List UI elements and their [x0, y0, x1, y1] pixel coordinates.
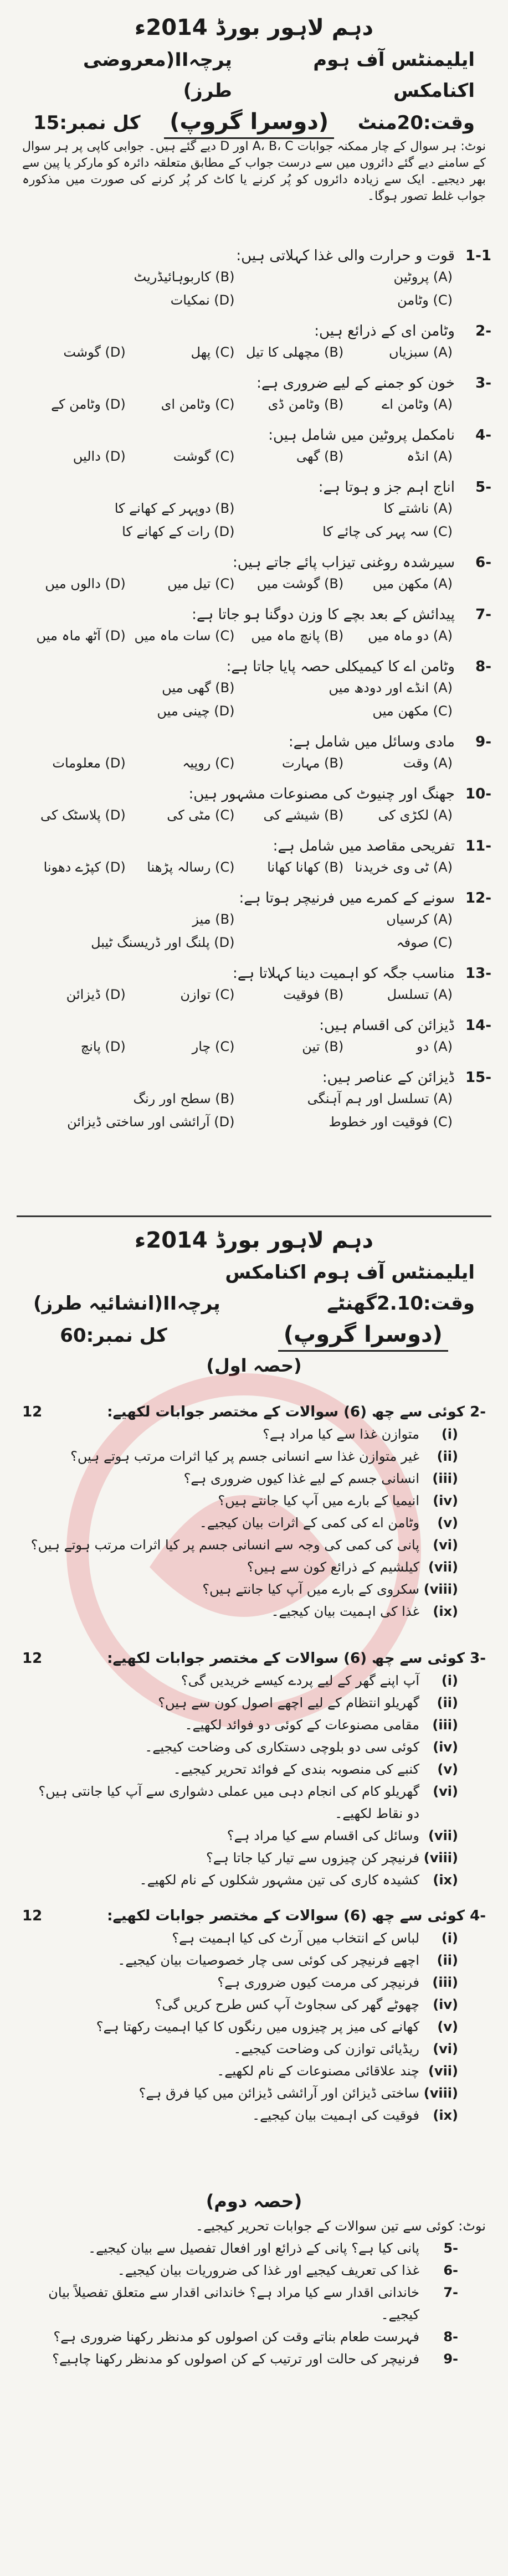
q4-item-number: (viii) — [423, 2085, 458, 2101]
long-question-number: -6 — [443, 2263, 458, 2278]
mcq-option: (D) ڈیزائن — [66, 987, 126, 1002]
mcq-list — [17, 246, 491, 1143]
q4-items — [22, 1927, 486, 2126]
q2-marks: 12 — [22, 1404, 43, 1420]
mcq-question — [17, 374, 491, 416]
mcq-option: (C) مکھن میں — [372, 703, 453, 719]
q4-item-number: (vi) — [433, 2041, 458, 2057]
q2-title: کوئی سے چھ (6) سوالات کے مختصر جوابات لکھیے: — [107, 1404, 465, 1420]
mcq-option: (C) روپیہ — [182, 755, 235, 771]
q3-item-text: مقامی مصنوعات کے کوئی دو فوائد لکھیے۔ — [184, 1717, 419, 1733]
paper1-subject: ایلیمنٹس آف ہوم اکنامکس — [313, 49, 475, 102]
mcq-option: (B) کھانا کھانا — [267, 859, 344, 875]
q4-item-text: فرنیچر کی مرمت کیوں ضروری ہے؟ — [217, 1975, 419, 1990]
q3-item — [22, 1869, 486, 1891]
mcq-question — [17, 426, 491, 468]
paper2-board: دہم لاہور بورڈ 2014ء — [134, 1228, 374, 1253]
q3-items — [22, 1670, 486, 1891]
mcq-question — [17, 657, 491, 723]
q4-item — [22, 1971, 486, 1993]
mcq-option: (A) مکھن میں — [372, 576, 453, 591]
q3-item-number: (vi) — [433, 1784, 458, 1799]
q3-item-text: فرنیچر کن چیزوں سے تیار کیا جاتا ہے؟ — [206, 1850, 419, 1866]
paper2-subject: ایلیمنٹس آف ہوم اکنامکس — [225, 1261, 475, 1284]
mcq-option: (C) سات ماہ میں — [134, 628, 235, 643]
q2-item-text: وٹامن اے کی کمی کے اثرات بیان کیجیے۔ — [199, 1515, 419, 1531]
part2-title: (حصہ دوم) — [206, 2191, 302, 2212]
q2-number: -2 — [470, 1404, 486, 1420]
q4-item — [22, 2016, 486, 2038]
q2-item — [22, 1512, 486, 1534]
q2-item-text: غذا کی اہمیت بیان کیجیے۔ — [271, 1604, 419, 1619]
mcq-option: (C) چار — [192, 1039, 235, 1054]
q4-item-text: اچھے فرنیچر کی کوئی سی چار خصوصیات بیان کیجیے۔ — [117, 1952, 419, 1968]
mcq-text: مادی وسائل میں شامل ہے: — [288, 734, 455, 750]
part1-title: (حصہ اول) — [206, 1355, 302, 1376]
mcq-text: وٹامن ای کے ذرائع ہیں: — [314, 323, 455, 339]
q3-title: کوئی سے چھ (6) سوالات کے مختصر جوابات لکھیے: — [107, 1650, 465, 1667]
paper2-time: وقت:2.10گھنٹے — [327, 1292, 475, 1315]
paper1-note: نوٹ: ہر سوال کے چار ممکنہ جوابات A، B، C اور D دیے گئے ہیں۔ جوابی کاپی پر ہر سوال کے سامنے دیے گئے دائروں میں سے درست جواب کے مطابق متعلقہ دائرہ کو مارکر یا پین سے بھر دیجیے۔ ایک سے زیادہ دائروں کو پُر کرنے یا کاٹ کر پُر کرنے کی صورت میں مذکورہ جواب غلط تصور ہوگا۔ — [22, 140, 486, 203]
mcq-option: (B) مہارت — [282, 755, 344, 771]
mcq-option: (A) انڈے اور دودھ میں — [329, 680, 453, 695]
mcq-option: (C) فوقیت اور خطوط — [329, 1114, 453, 1130]
q3-item — [22, 1780, 486, 1825]
long-question — [22, 2237, 486, 2259]
mcq-option: (D) نمکیات — [170, 292, 235, 308]
q4-item — [22, 2038, 486, 2060]
mcq-text: قوت و حرارت والی غذا کہلاتی ہیں: — [236, 248, 455, 264]
q3-item-number: (ii) — [437, 1695, 458, 1711]
mcq-option: (D) آرائشی اور ساختی ڈیزائن — [67, 1114, 235, 1130]
paper2-total-marks: کل نمبر:60 — [60, 1324, 167, 1347]
mcq-option: (C) توازن — [180, 987, 235, 1002]
mcq-option: (B) گوشت میں — [256, 576, 344, 591]
q3-item-number: (iv) — [433, 1739, 458, 1755]
q4-item — [22, 1927, 486, 1949]
mcq-option: (A) کرسیاں — [386, 911, 453, 927]
mcq-question — [17, 733, 491, 775]
part2-note: نوٹ: کوئی سے تین سوالات کے جوابات تحریر کیجیے۔ — [196, 2218, 486, 2234]
q3-item — [22, 1758, 486, 1780]
mcq-option: (A) وٹامن اے — [382, 396, 453, 412]
mcq-option: (C) صوفہ — [396, 935, 453, 950]
mcq-option: (B) وٹامن ڈی — [268, 396, 344, 412]
q2-item-number: (ii) — [437, 1449, 458, 1464]
mcq-question — [17, 1016, 491, 1058]
mcq-option: (A) انڈہ — [407, 449, 453, 464]
q3-item-text: کنبے کی منصوبہ بندی کے فوائد تحریر کیجیے۔ — [173, 1761, 419, 1777]
mcq-number: -2 — [475, 323, 491, 339]
mcq-number: -3 — [475, 375, 491, 391]
mcq-option: (A) ناشتے کا — [383, 501, 453, 516]
mcq-text: پیدائش کے بعد بچے کا وزن دوگنا ہو جاتا ہے: — [192, 606, 455, 623]
q2-item-text: کیلشیم کے ذرائع کون سے ہیں؟ — [247, 1559, 419, 1575]
paper2-group: (دوسرا گروپ) — [278, 1319, 448, 1352]
q2-item-number: (v) — [437, 1515, 458, 1531]
mcq-option: (C) پھل — [191, 344, 235, 360]
mcq-option: (A) دو ماہ میں — [368, 628, 453, 643]
q4-item — [22, 2082, 486, 2104]
q3-item-number: (vii) — [428, 1828, 458, 1843]
q4-item-number: (v) — [437, 2019, 458, 2034]
mcq-text: تفریحی مقاصد میں شامل ہے: — [273, 838, 455, 854]
q2-item-number: (vi) — [433, 1537, 458, 1553]
long-question-number: -9 — [443, 2351, 458, 2367]
q4-number: -4 — [470, 1908, 486, 1924]
q4-item-text: ریڈیائی توازن کی وضاحت کیجیے۔ — [233, 2041, 419, 2057]
mcq-text: اناج اہم جز و ہوتا ہے: — [318, 479, 455, 496]
long-question-text: غذا کی تعریف کیجیے اور غذا کی ضروریات بیان کیجیے۔ — [117, 2263, 419, 2278]
paper1-group: (دوسرا گروپ) — [164, 106, 334, 139]
mcq-option: (D) کپڑے دھونا — [43, 859, 126, 875]
paper2-header — [33, 1224, 475, 1379]
q3-item-number: (iii) — [432, 1717, 458, 1733]
mcq-question — [17, 605, 491, 647]
mcq-option: (A) وقت — [403, 755, 453, 771]
q2-item-number: (iv) — [433, 1493, 458, 1508]
mcq-option: (B) تین — [302, 1039, 344, 1054]
q2-item-number: (vii) — [428, 1559, 458, 1575]
mcq-number: -7 — [475, 606, 491, 623]
mcq-option: (A) دو — [416, 1039, 453, 1054]
mcq-number: -5 — [475, 479, 491, 496]
part-2 — [22, 2187, 486, 2370]
mcq-number: -13 — [465, 965, 491, 982]
q2-item — [22, 1445, 486, 1467]
q4-item-text: چھوٹے گھر کی سجاوٹ آپ کس طرح کریں گی؟ — [155, 1997, 419, 2012]
mcq-text: ڈیزائن کی اقسام ہیں: — [319, 1017, 455, 1034]
mcq-option: (B) گھی میں — [162, 680, 235, 695]
q3-item — [22, 1670, 486, 1692]
q4-item-text: چند علاقائی مصنوعات کے نام لکھیے۔ — [217, 2063, 419, 2079]
q4-marks: 12 — [22, 1908, 43, 1924]
paper1-total-marks: کل نمبر:15 — [33, 111, 141, 134]
q4-item — [22, 1949, 486, 1971]
q2-item — [22, 1556, 486, 1578]
q4-item — [22, 2104, 486, 2126]
mcq-number: -14 — [465, 1017, 491, 1034]
mcq-text: وٹامن اے کا کیمیکلی حصہ پایا جاتا ہے: — [226, 658, 455, 675]
q3-item-number: (ix) — [433, 1872, 458, 1888]
q4-item-number: (vii) — [428, 2063, 458, 2079]
long-question-text: خاندانی اقدار سے کیا مراد ہے؟ خاندانی اقدار سے متعلق تفصیلاً بیان کیجیے۔ — [48, 2285, 419, 2322]
q4-item — [22, 1993, 486, 2016]
mcq-option: (D) پلاسٹک کی — [40, 807, 126, 823]
long-question — [22, 2348, 486, 2370]
q4-item-text: ساختی ڈیزائن اور آرائشی ڈیزائن میں کیا فرق ہے؟ — [138, 2085, 419, 2101]
q3-number: -3 — [470, 1650, 486, 1667]
mcq-option: (A) پروٹین — [393, 269, 453, 285]
q3-item — [22, 1736, 486, 1758]
mcq-option: (B) سطح اور رنگ — [133, 1091, 235, 1106]
mcq-option: (C) رسالہ پڑھنا — [147, 859, 235, 875]
q2-item-number: (iii) — [432, 1471, 458, 1486]
q3-item-text: کوئی سی دو بلوچی دستکاری کی وضاحت کیجیے۔ — [145, 1739, 419, 1755]
q3-item-number: (viii) — [423, 1850, 458, 1866]
mcq-question — [17, 322, 491, 364]
mcq-option: (C) گوشت — [173, 449, 235, 464]
mcq-option: (B) مچھلی کا تیل — [245, 344, 344, 360]
mcq-option: (B) شیشے کی — [263, 807, 344, 823]
mcq-text: نامکمل پروٹین میں شامل ہیں: — [268, 427, 455, 444]
mcq-text: سونے کے کمرے میں فرنیچر ہوتا ہے: — [239, 890, 455, 906]
q4-item-number: (i) — [441, 1930, 458, 1946]
long-question — [22, 2281, 486, 2326]
paper1-paper-type: پرچہII(معروضی طرز) — [83, 49, 232, 102]
mcq-option: (B) میز — [192, 911, 235, 927]
q3-item — [22, 1825, 486, 1847]
q3-marks: 12 — [22, 1650, 43, 1667]
mcq-option: (C) مٹی کی — [167, 807, 235, 823]
long-question — [22, 2326, 486, 2348]
q4-item — [22, 2060, 486, 2082]
mcq-option: (B) گھی — [296, 449, 344, 464]
q2-item-text: غیر متوازن غذا سے انسانی جسم پر کیا اثرات مرتب ہوتے ہیں؟ — [70, 1449, 419, 1464]
long-question-number: -8 — [443, 2329, 458, 2345]
mcq-question — [17, 478, 491, 543]
paper2-paper-type: پرچہII(انشائیہ طرز) — [33, 1292, 220, 1315]
q4-item-number: (ix) — [433, 2108, 458, 2123]
mcq-option: (B) کاربوہائیڈریٹ — [134, 269, 235, 285]
q2-item — [22, 1600, 486, 1622]
mcq-option: (C) تیل میں — [167, 576, 235, 591]
q3-item — [22, 1692, 486, 1714]
mcq-number: -11 — [465, 838, 491, 854]
mcq-number: 1-1 — [465, 248, 491, 264]
q4-item-text: فوقیت کی اہمیت بیان کیجیے۔ — [252, 2108, 419, 2123]
mcq-text: ڈیزائن کے عناصر ہیں: — [322, 1069, 455, 1086]
q3-item — [22, 1847, 486, 1869]
q2-item — [22, 1578, 486, 1600]
mcq-option: (D) چینی میں — [157, 703, 235, 719]
mcq-option: (C) وٹامن ای — [161, 396, 235, 412]
q2-item-number: (viii) — [423, 1581, 458, 1597]
mcq-number: -4 — [475, 427, 491, 444]
mcq-number: -6 — [475, 554, 491, 571]
mcq-option: (D) پانچ — [80, 1039, 126, 1054]
mcq-number: -9 — [475, 734, 491, 750]
q3-item-text: کشیدہ کاری کی تین مشہور شکلوں کے نام لکھیے۔ — [139, 1872, 419, 1888]
paper1-header — [33, 11, 475, 139]
mcq-text: سیرشدہ روغنی تیزاب پائے جاتے ہیں: — [232, 554, 455, 571]
mcq-option: (D) دالوں میں — [45, 576, 126, 591]
mcq-option: (A) ٹی وی خریدنا — [355, 859, 453, 875]
q2-item-number: (i) — [441, 1426, 458, 1442]
mcq-option: (D) وٹامن کے — [51, 396, 126, 412]
mcq-number: -12 — [465, 890, 491, 906]
mcq-option: (C) وٹامن — [397, 292, 453, 308]
mcq-option: (A) سبزیاں — [389, 344, 453, 360]
mcq-option: (D) گوشت — [63, 344, 126, 360]
mcq-text: مناسب جگہ کو اہمیت دینا کہلاتا ہے: — [232, 965, 455, 982]
mcq-option: (D) معلومات — [52, 755, 126, 771]
q3-item-number: (i) — [441, 1673, 458, 1688]
mcq-number: -8 — [475, 658, 491, 675]
question-2 — [22, 1401, 486, 1622]
mcq-option: (B) دوپہر کے کھانے کا — [114, 501, 235, 516]
mcq-question — [17, 964, 491, 1006]
long-question-number: -7 — [443, 2285, 458, 2300]
mcq-question — [17, 889, 491, 954]
q4-item-number: (iv) — [433, 1997, 458, 2012]
mcq-option: (C) سہ پہر کی چائے کا — [322, 524, 453, 539]
mcq-question — [17, 553, 491, 595]
q2-item — [22, 1490, 486, 1512]
mcq-text: جھنگ اور چنیوٹ کی مصنوعات مشہور ہیں: — [188, 786, 455, 802]
q4-item-text: کھانے کی میز پر چیزوں میں رنگوں کا کیا اہمیت رکھتا ہے؟ — [96, 2019, 419, 2034]
section-divider — [17, 1215, 491, 1217]
q4-item-number: (ii) — [437, 1952, 458, 1968]
q2-item — [22, 1467, 486, 1490]
long-questions — [22, 2237, 486, 2370]
q2-item-text: انسانی جسم کے لیے غذا کیوں ضروری ہے؟ — [183, 1471, 419, 1486]
mcq-question — [17, 1068, 491, 1134]
q2-item — [22, 1423, 486, 1445]
mcq-question — [17, 837, 491, 879]
long-question-text: فہرست طعام بناتے وقت کن اصولوں کو مدنظر رکھنا ضروری ہے؟ — [53, 2329, 419, 2345]
q2-item-number: (ix) — [433, 1604, 458, 1619]
mcq-option: (D) پلنگ اور ڈریسنگ ٹیبل — [91, 935, 235, 950]
mcq-question — [17, 246, 491, 312]
mcq-option: (A) تسلسل اور ہم آہنگی — [307, 1091, 453, 1106]
mcq-question — [17, 785, 491, 827]
mcq-option: (B) پانچ ماہ میں — [251, 628, 344, 643]
q2-items — [22, 1423, 486, 1622]
q2-item-text: سکروی کے بارے میں آپ کیا جانتے ہیں؟ — [202, 1581, 419, 1597]
q3-item-text: گھریلو انتظام کے لیے اچھے اصول کون سے ہیں؟ — [158, 1695, 419, 1711]
paper1-time: وقت:20منٹ — [357, 111, 475, 134]
paper1-board: دہم لاہور بورڈ 2014ء — [134, 15, 374, 40]
q3-item-text: گھریلو کام کی انجام دہی میں عملی دشواری سے آپ کیا جانتی ہیں؟ دو نقاط لکھیے۔ — [38, 1784, 419, 1821]
mcq-text: خون کو جمنے کے لیے ضروری ہے: — [256, 375, 455, 391]
mcq-option: (A) تسلسل — [387, 987, 453, 1002]
q2-item — [22, 1534, 486, 1556]
mcq-option: (B) فوقیت — [283, 987, 344, 1002]
mcq-option: (D) دالیں — [73, 449, 126, 464]
q3-item-text: آپ اپنے گھر کے لیے پردے کیسے خریدیں گی؟ — [181, 1673, 419, 1688]
long-question-text: فرنیچر کی حالت اور ترتیب کے کن اصولوں کو مدنظر رکھنا چاہیے؟ — [52, 2351, 419, 2367]
mcq-option: (A) لکڑی کی — [378, 807, 453, 823]
q3-item-text: وسائل کی اقسام سے کیا مراد ہے؟ — [227, 1828, 419, 1843]
question-4 — [22, 1905, 486, 2126]
long-question — [22, 2259, 486, 2281]
mcq-option: (D) آٹھ ماہ میں — [36, 628, 126, 643]
q2-item-text: انیمیا کے بارے میں آپ کیا جانتے ہیں؟ — [218, 1493, 419, 1508]
q2-item-text: متوازن غذا سے کیا مراد ہے؟ — [263, 1426, 419, 1442]
q3-item-number: (v) — [437, 1761, 458, 1777]
question-3 — [22, 1647, 486, 1891]
long-question-text: پانی کیا ہے؟ پانی کے ذرائع اور افعال تفصیل سے بیان کیجیے۔ — [88, 2240, 419, 2256]
q4-item-number: (iii) — [432, 1975, 458, 1990]
mcq-number: -15 — [465, 1069, 491, 1086]
q2-item-text: پانی کی کمی کی وجہ سے انسانی جسم پر کیا اثرات مرتب ہوتے ہیں؟ — [30, 1537, 419, 1553]
q3-item — [22, 1714, 486, 1736]
q4-title: کوئی سے چھ (6) سوالات کے مختصر جوابات لکھیے: — [107, 1908, 465, 1924]
q4-item-text: لباس کے انتخاب میں آرٹ کی کیا اہمیت ہے؟ — [172, 1930, 419, 1946]
mcq-option: (D) رات کے کھانے کا — [122, 524, 235, 539]
mcq-number: -10 — [465, 786, 491, 802]
long-question-number: -5 — [443, 2240, 458, 2256]
